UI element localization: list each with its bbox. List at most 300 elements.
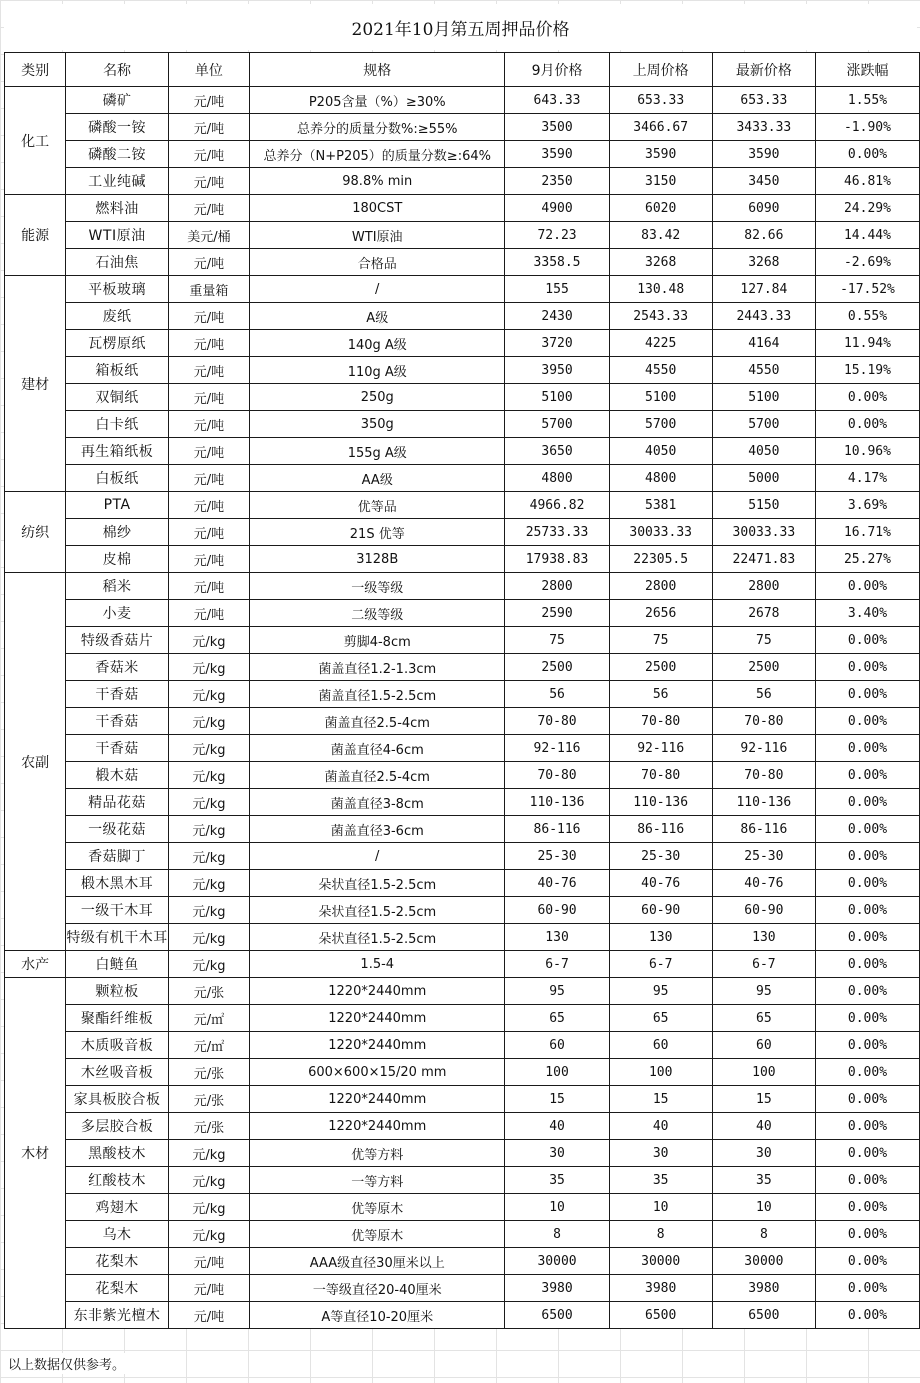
item-name[interactable]: 红酸枝木	[66, 1167, 169, 1194]
item-name[interactable]: 白鲢鱼	[66, 951, 169, 978]
price-september[interactable]: 130	[505, 924, 609, 951]
item-name[interactable]: 工业纯碱	[66, 168, 169, 195]
item-unit[interactable]: 元/kg	[168, 897, 249, 924]
item-spec[interactable]: 250g	[250, 384, 505, 411]
item-unit[interactable]: 元/吨	[168, 195, 249, 222]
price-latest[interactable]: 82.66	[712, 222, 815, 249]
price-september[interactable]: 3950	[505, 357, 609, 384]
item-spec[interactable]: 优等方料	[250, 1140, 505, 1167]
item-name[interactable]: 一级干木耳	[66, 897, 169, 924]
price-change[interactable]: 0.00%	[815, 843, 919, 870]
price-latest[interactable]: 5700	[712, 411, 815, 438]
item-spec[interactable]: 1220*2440mm	[250, 1113, 505, 1140]
price-last-week[interactable]: 4550	[609, 357, 712, 384]
item-unit[interactable]: 美元/桶	[168, 222, 249, 249]
price-change[interactable]: 1.55%	[815, 87, 919, 114]
price-latest[interactable]: 25-30	[712, 843, 815, 870]
item-unit[interactable]: 元/吨	[168, 87, 249, 114]
category-cell[interactable]: 木材	[5, 978, 66, 1329]
item-spec[interactable]: /	[250, 843, 505, 870]
item-spec[interactable]: 1220*2440mm	[250, 1032, 505, 1059]
item-name[interactable]: 稻米	[66, 573, 169, 600]
item-unit[interactable]: 元/kg	[168, 870, 249, 897]
price-change[interactable]: 0.00%	[815, 384, 919, 411]
price-september[interactable]: 95	[505, 978, 609, 1005]
price-september[interactable]: 6500	[505, 1302, 609, 1329]
item-spec[interactable]: 剪脚4-8cm	[250, 627, 505, 654]
item-spec[interactable]: 朵状直径1.5-2.5cm	[250, 870, 505, 897]
price-change[interactable]: 0.00%	[815, 870, 919, 897]
price-last-week[interactable]: 15	[609, 1086, 712, 1113]
price-september[interactable]: 2350	[505, 168, 609, 195]
item-spec[interactable]: 一等级直径20-40厘米	[250, 1275, 505, 1302]
price-last-week[interactable]: 130.48	[609, 276, 712, 303]
item-name[interactable]: 木质吸音板	[66, 1032, 169, 1059]
price-september[interactable]: 110-136	[505, 789, 609, 816]
item-spec[interactable]: 21S 优等	[250, 519, 505, 546]
price-september[interactable]: 10	[505, 1194, 609, 1221]
item-spec[interactable]: 优等原木	[250, 1194, 505, 1221]
price-september[interactable]: 56	[505, 681, 609, 708]
price-latest[interactable]: 5000	[712, 465, 815, 492]
item-unit[interactable]: 元/kg	[168, 924, 249, 951]
item-spec[interactable]: 140g A级	[250, 330, 505, 357]
item-unit[interactable]: 元/kg	[168, 735, 249, 762]
price-september[interactable]: 3590	[505, 141, 609, 168]
price-latest[interactable]: 22471.83	[712, 546, 815, 573]
price-latest[interactable]: 5100	[712, 384, 815, 411]
price-last-week[interactable]: 100	[609, 1059, 712, 1086]
price-change[interactable]: 0.00%	[815, 762, 919, 789]
price-september[interactable]: 6-7	[505, 951, 609, 978]
price-last-week[interactable]: 65	[609, 1005, 712, 1032]
price-latest[interactable]: 100	[712, 1059, 815, 1086]
price-change[interactable]: 24.29%	[815, 195, 919, 222]
item-name[interactable]: 磷酸二铵	[66, 141, 169, 168]
price-latest[interactable]: 10	[712, 1194, 815, 1221]
price-latest[interactable]: 40	[712, 1113, 815, 1140]
price-latest[interactable]: 8	[712, 1221, 815, 1248]
price-latest[interactable]: 6090	[712, 195, 815, 222]
price-change[interactable]: 0.00%	[815, 1032, 919, 1059]
price-change[interactable]: 0.00%	[815, 1086, 919, 1113]
price-september[interactable]: 25-30	[505, 843, 609, 870]
item-unit[interactable]: 元/吨	[168, 1302, 249, 1329]
category-cell[interactable]: 化工	[5, 87, 66, 195]
price-change[interactable]: 0.55%	[815, 303, 919, 330]
item-spec[interactable]: 1220*2440mm	[250, 1086, 505, 1113]
item-name[interactable]: 颗粒板	[66, 978, 169, 1005]
price-last-week[interactable]: 2656	[609, 600, 712, 627]
price-latest[interactable]: 4550	[712, 357, 815, 384]
item-name[interactable]: 特级有机干木耳	[66, 924, 169, 951]
item-spec[interactable]: 菌盖直径2.5-4cm	[250, 708, 505, 735]
item-unit[interactable]: 元/张	[168, 1059, 249, 1086]
item-unit[interactable]: 元/吨	[168, 492, 249, 519]
price-september[interactable]: 3500	[505, 114, 609, 141]
price-latest[interactable]: 5150	[712, 492, 815, 519]
price-last-week[interactable]: 70-80	[609, 762, 712, 789]
price-change[interactable]: -17.52%	[815, 276, 919, 303]
item-spec[interactable]: /	[250, 276, 505, 303]
price-change[interactable]: 0.00%	[815, 1221, 919, 1248]
item-unit[interactable]: 元/张	[168, 1113, 249, 1140]
item-spec[interactable]: 菌盖直径1.5-2.5cm	[250, 681, 505, 708]
price-latest[interactable]: 40-76	[712, 870, 815, 897]
item-unit[interactable]: 元/kg	[168, 789, 249, 816]
price-september[interactable]: 72.23	[505, 222, 609, 249]
item-unit[interactable]: 元/吨	[168, 357, 249, 384]
item-unit[interactable]: 元/吨	[168, 411, 249, 438]
item-spec[interactable]: 一等方料	[250, 1167, 505, 1194]
item-name[interactable]: 石油焦	[66, 249, 169, 276]
item-name[interactable]: 平板玻璃	[66, 276, 169, 303]
item-name[interactable]: 乌木	[66, 1221, 169, 1248]
price-change[interactable]: 0.00%	[815, 735, 919, 762]
price-last-week[interactable]: 130	[609, 924, 712, 951]
price-change[interactable]: -1.90%	[815, 114, 919, 141]
header-last-week-price[interactable]: 上周价格	[609, 53, 712, 87]
item-unit[interactable]: 元/kg	[168, 654, 249, 681]
item-name[interactable]: 燃料油	[66, 195, 169, 222]
price-last-week[interactable]: 3466.67	[609, 114, 712, 141]
item-unit[interactable]: 元/kg	[168, 1221, 249, 1248]
price-september[interactable]: 2590	[505, 600, 609, 627]
price-latest[interactable]: 2500	[712, 654, 815, 681]
price-change[interactable]: 0.00%	[815, 897, 919, 924]
price-latest[interactable]: 70-80	[712, 708, 815, 735]
price-change[interactable]: 0.00%	[815, 1248, 919, 1275]
price-latest[interactable]: 60-90	[712, 897, 815, 924]
item-unit[interactable]: 元/吨	[168, 546, 249, 573]
price-last-week[interactable]: 25-30	[609, 843, 712, 870]
price-september[interactable]: 40-76	[505, 870, 609, 897]
item-spec[interactable]: 一级等级	[250, 573, 505, 600]
price-last-week[interactable]: 75	[609, 627, 712, 654]
item-name[interactable]: 干香菇	[66, 681, 169, 708]
item-spec[interactable]: 180CST	[250, 195, 505, 222]
price-change[interactable]: 0.00%	[815, 1005, 919, 1032]
item-spec[interactable]: 155g A级	[250, 438, 505, 465]
item-name[interactable]: 聚酯纤维板	[66, 1005, 169, 1032]
item-spec[interactable]: 菌盖直径4-6cm	[250, 735, 505, 762]
price-last-week[interactable]: 56	[609, 681, 712, 708]
item-unit[interactable]: 重量箱	[168, 276, 249, 303]
item-spec[interactable]: 优等品	[250, 492, 505, 519]
category-cell[interactable]: 建材	[5, 276, 66, 492]
item-name[interactable]: 双铜纸	[66, 384, 169, 411]
price-september[interactable]: 8	[505, 1221, 609, 1248]
item-spec[interactable]: 合格品	[250, 249, 505, 276]
item-unit[interactable]: 元/吨	[168, 519, 249, 546]
price-latest[interactable]: 3268	[712, 249, 815, 276]
item-name[interactable]: PTA	[66, 492, 169, 519]
price-latest[interactable]: 3433.33	[712, 114, 815, 141]
item-unit[interactable]: 元/kg	[168, 816, 249, 843]
price-latest[interactable]: 92-116	[712, 735, 815, 762]
price-last-week[interactable]: 6500	[609, 1302, 712, 1329]
item-spec[interactable]: 优等原木	[250, 1221, 505, 1248]
price-change[interactable]: 11.94%	[815, 330, 919, 357]
price-september[interactable]: 35	[505, 1167, 609, 1194]
price-change[interactable]: 0.00%	[815, 816, 919, 843]
item-spec[interactable]: 98.8% min	[250, 168, 505, 195]
item-name[interactable]: 干香菇	[66, 735, 169, 762]
price-change[interactable]: 0.00%	[815, 141, 919, 168]
price-september[interactable]: 100	[505, 1059, 609, 1086]
price-change[interactable]: 0.00%	[815, 1167, 919, 1194]
item-unit[interactable]: 元/㎡	[168, 1032, 249, 1059]
item-spec[interactable]: 菌盖直径1.2-1.3cm	[250, 654, 505, 681]
price-september[interactable]: 2500	[505, 654, 609, 681]
price-change[interactable]: 25.27%	[815, 546, 919, 573]
item-name[interactable]: 香菇米	[66, 654, 169, 681]
price-last-week[interactable]: 5700	[609, 411, 712, 438]
item-unit[interactable]: 元/吨	[168, 1248, 249, 1275]
price-last-week[interactable]: 70-80	[609, 708, 712, 735]
price-last-week[interactable]: 86-116	[609, 816, 712, 843]
price-last-week[interactable]: 30033.33	[609, 519, 712, 546]
price-change[interactable]: 0.00%	[815, 924, 919, 951]
price-september[interactable]: 4966.82	[505, 492, 609, 519]
price-september[interactable]: 70-80	[505, 762, 609, 789]
item-spec[interactable]: 350g	[250, 411, 505, 438]
price-september[interactable]: 65	[505, 1005, 609, 1032]
price-change[interactable]: 4.17%	[815, 465, 919, 492]
price-last-week[interactable]: 35	[609, 1167, 712, 1194]
price-last-week[interactable]: 60-90	[609, 897, 712, 924]
item-name[interactable]: 多层胶合板	[66, 1113, 169, 1140]
item-name[interactable]: 花梨木	[66, 1248, 169, 1275]
price-september[interactable]: 17938.83	[505, 546, 609, 573]
price-last-week[interactable]: 3150	[609, 168, 712, 195]
item-unit[interactable]: 元/吨	[168, 600, 249, 627]
price-last-week[interactable]: 8	[609, 1221, 712, 1248]
header-category[interactable]: 类别	[5, 53, 66, 87]
price-change[interactable]: 0.00%	[815, 708, 919, 735]
item-name[interactable]: 干香菇	[66, 708, 169, 735]
price-change[interactable]: 0.00%	[815, 627, 919, 654]
price-september[interactable]: 92-116	[505, 735, 609, 762]
price-latest[interactable]: 70-80	[712, 762, 815, 789]
item-unit[interactable]: 元/吨	[168, 303, 249, 330]
category-cell[interactable]: 纺织	[5, 492, 66, 573]
category-cell[interactable]: 能源	[5, 195, 66, 276]
price-last-week[interactable]: 6020	[609, 195, 712, 222]
price-september[interactable]: 3358.5	[505, 249, 609, 276]
item-unit[interactable]: 元/kg	[168, 843, 249, 870]
price-september[interactable]: 75	[505, 627, 609, 654]
header-change[interactable]: 涨跌幅	[815, 53, 919, 87]
item-name[interactable]: 小麦	[66, 600, 169, 627]
price-last-week[interactable]: 3590	[609, 141, 712, 168]
item-name[interactable]: 废纸	[66, 303, 169, 330]
price-september[interactable]: 70-80	[505, 708, 609, 735]
price-latest[interactable]: 3590	[712, 141, 815, 168]
price-september[interactable]: 3980	[505, 1275, 609, 1302]
price-latest[interactable]: 2443.33	[712, 303, 815, 330]
price-change[interactable]: 0.00%	[815, 1059, 919, 1086]
price-change[interactable]: 0.00%	[815, 681, 919, 708]
price-latest[interactable]: 3450	[712, 168, 815, 195]
price-latest[interactable]: 35	[712, 1167, 815, 1194]
price-september[interactable]: 2430	[505, 303, 609, 330]
price-change[interactable]: 3.69%	[815, 492, 919, 519]
price-latest[interactable]: 2800	[712, 573, 815, 600]
item-unit[interactable]: 元/吨	[168, 141, 249, 168]
price-last-week[interactable]: 95	[609, 978, 712, 1005]
price-last-week[interactable]: 3268	[609, 249, 712, 276]
price-change[interactable]: 0.00%	[815, 1302, 919, 1329]
item-name[interactable]: WTI原油	[66, 222, 169, 249]
item-spec[interactable]: 菌盖直径3-8cm	[250, 789, 505, 816]
price-last-week[interactable]: 5381	[609, 492, 712, 519]
item-spec[interactable]: 1220*2440mm	[250, 978, 505, 1005]
price-change[interactable]: 0.00%	[815, 1194, 919, 1221]
item-spec[interactable]: 110g A级	[250, 357, 505, 384]
price-last-week[interactable]: 653.33	[609, 87, 712, 114]
item-unit[interactable]: 元/kg	[168, 1167, 249, 1194]
item-name[interactable]: 花梨木	[66, 1275, 169, 1302]
price-last-week[interactable]: 83.42	[609, 222, 712, 249]
price-latest[interactable]: 6-7	[712, 951, 815, 978]
item-name[interactable]: 家具板胶合板	[66, 1086, 169, 1113]
item-name[interactable]: 椴木菇	[66, 762, 169, 789]
price-september[interactable]: 155	[505, 276, 609, 303]
price-last-week[interactable]: 6-7	[609, 951, 712, 978]
price-latest[interactable]: 30	[712, 1140, 815, 1167]
item-name[interactable]: 一级花菇	[66, 816, 169, 843]
item-unit[interactable]: 元/张	[168, 1086, 249, 1113]
header-name[interactable]: 名称	[66, 53, 169, 87]
price-change[interactable]: 0.00%	[815, 1140, 919, 1167]
item-name[interactable]: 棉纱	[66, 519, 169, 546]
price-september[interactable]: 60-90	[505, 897, 609, 924]
price-latest[interactable]: 65	[712, 1005, 815, 1032]
item-unit[interactable]: 元/kg	[168, 627, 249, 654]
price-last-week[interactable]: 4050	[609, 438, 712, 465]
price-latest[interactable]: 4164	[712, 330, 815, 357]
price-last-week[interactable]: 40-76	[609, 870, 712, 897]
price-change[interactable]: 0.00%	[815, 1275, 919, 1302]
item-unit[interactable]: 元/吨	[168, 438, 249, 465]
price-last-week[interactable]: 2543.33	[609, 303, 712, 330]
item-spec[interactable]: AA级	[250, 465, 505, 492]
price-latest[interactable]: 6500	[712, 1302, 815, 1329]
header-unit[interactable]: 单位	[168, 53, 249, 87]
price-change[interactable]: 0.00%	[815, 573, 919, 600]
price-change[interactable]: 0.00%	[815, 1113, 919, 1140]
price-change[interactable]: -2.69%	[815, 249, 919, 276]
item-spec[interactable]: 总养分（N+P205）的质量分数≥:64%	[250, 141, 505, 168]
item-name[interactable]: 鸡翅木	[66, 1194, 169, 1221]
price-last-week[interactable]: 4800	[609, 465, 712, 492]
price-latest[interactable]: 130	[712, 924, 815, 951]
price-change[interactable]: 15.19%	[815, 357, 919, 384]
price-latest[interactable]: 56	[712, 681, 815, 708]
item-spec[interactable]: 3128B	[250, 546, 505, 573]
price-latest[interactable]: 15	[712, 1086, 815, 1113]
price-change[interactable]: 16.71%	[815, 519, 919, 546]
price-latest[interactable]: 30033.33	[712, 519, 815, 546]
item-unit[interactable]: 元/吨	[168, 384, 249, 411]
price-last-week[interactable]: 2500	[609, 654, 712, 681]
category-cell[interactable]: 水产	[5, 951, 66, 978]
price-last-week[interactable]: 3980	[609, 1275, 712, 1302]
item-spec[interactable]: 菌盖直径2.5-4cm	[250, 762, 505, 789]
price-latest[interactable]: 3980	[712, 1275, 815, 1302]
item-unit[interactable]: 元/kg	[168, 1140, 249, 1167]
item-name[interactable]: 箱板纸	[66, 357, 169, 384]
item-unit[interactable]: 元/吨	[168, 330, 249, 357]
item-spec[interactable]: A级	[250, 303, 505, 330]
price-change[interactable]: 46.81%	[815, 168, 919, 195]
price-september[interactable]: 4900	[505, 195, 609, 222]
item-spec[interactable]: P205含量（%）≥30%	[250, 87, 505, 114]
price-last-week[interactable]: 22305.5	[609, 546, 712, 573]
price-september[interactable]: 5700	[505, 411, 609, 438]
item-unit[interactable]: 元/kg	[168, 951, 249, 978]
item-unit[interactable]: 元/吨	[168, 465, 249, 492]
price-change[interactable]: 10.96%	[815, 438, 919, 465]
header-sep-price[interactable]: 9月价格	[505, 53, 609, 87]
price-change[interactable]: 14.44%	[815, 222, 919, 249]
price-latest[interactable]: 60	[712, 1032, 815, 1059]
item-unit[interactable]: 元/吨	[168, 114, 249, 141]
price-last-week[interactable]: 60	[609, 1032, 712, 1059]
price-last-week[interactable]: 40	[609, 1113, 712, 1140]
item-spec[interactable]: 总养分的质量分数%:≥55%	[250, 114, 505, 141]
item-spec[interactable]: 朵状直径1.5-2.5cm	[250, 924, 505, 951]
price-september[interactable]: 3720	[505, 330, 609, 357]
price-september[interactable]: 15	[505, 1086, 609, 1113]
item-name[interactable]: 香菇脚丁	[66, 843, 169, 870]
header-spec[interactable]: 规格	[250, 53, 505, 87]
item-name[interactable]: 白卡纸	[66, 411, 169, 438]
category-cell[interactable]: 农副	[5, 573, 66, 951]
item-spec[interactable]: 朵状直径1.5-2.5cm	[250, 897, 505, 924]
price-latest[interactable]: 653.33	[712, 87, 815, 114]
item-name[interactable]: 瓦楞原纸	[66, 330, 169, 357]
price-september[interactable]: 60	[505, 1032, 609, 1059]
item-unit[interactable]: 元/kg	[168, 708, 249, 735]
item-unit[interactable]: 元/张	[168, 978, 249, 1005]
price-september[interactable]: 86-116	[505, 816, 609, 843]
price-change[interactable]: 0.00%	[815, 789, 919, 816]
price-last-week[interactable]: 2800	[609, 573, 712, 600]
item-name[interactable]: 精品花菇	[66, 789, 169, 816]
price-september[interactable]: 40	[505, 1113, 609, 1140]
price-latest[interactable]: 4050	[712, 438, 815, 465]
item-unit[interactable]: 元/吨	[168, 1275, 249, 1302]
price-latest[interactable]: 110-136	[712, 789, 815, 816]
price-latest[interactable]: 30000	[712, 1248, 815, 1275]
price-change[interactable]: 3.40%	[815, 600, 919, 627]
item-spec[interactable]: 菌盖直径3-6cm	[250, 816, 505, 843]
price-september[interactable]: 30	[505, 1140, 609, 1167]
price-change[interactable]: 0.00%	[815, 411, 919, 438]
item-unit[interactable]: 元/吨	[168, 249, 249, 276]
item-spec[interactable]: 二级等级	[250, 600, 505, 627]
price-latest[interactable]: 2678	[712, 600, 815, 627]
item-spec[interactable]: 1220*2440mm	[250, 1005, 505, 1032]
item-name[interactable]: 特级香菇片	[66, 627, 169, 654]
item-name[interactable]: 椴木黑木耳	[66, 870, 169, 897]
price-latest[interactable]: 75	[712, 627, 815, 654]
item-name[interactable]: 再生箱纸板	[66, 438, 169, 465]
item-spec[interactable]: A等直径10-20厘米	[250, 1302, 505, 1329]
price-latest[interactable]: 86-116	[712, 816, 815, 843]
